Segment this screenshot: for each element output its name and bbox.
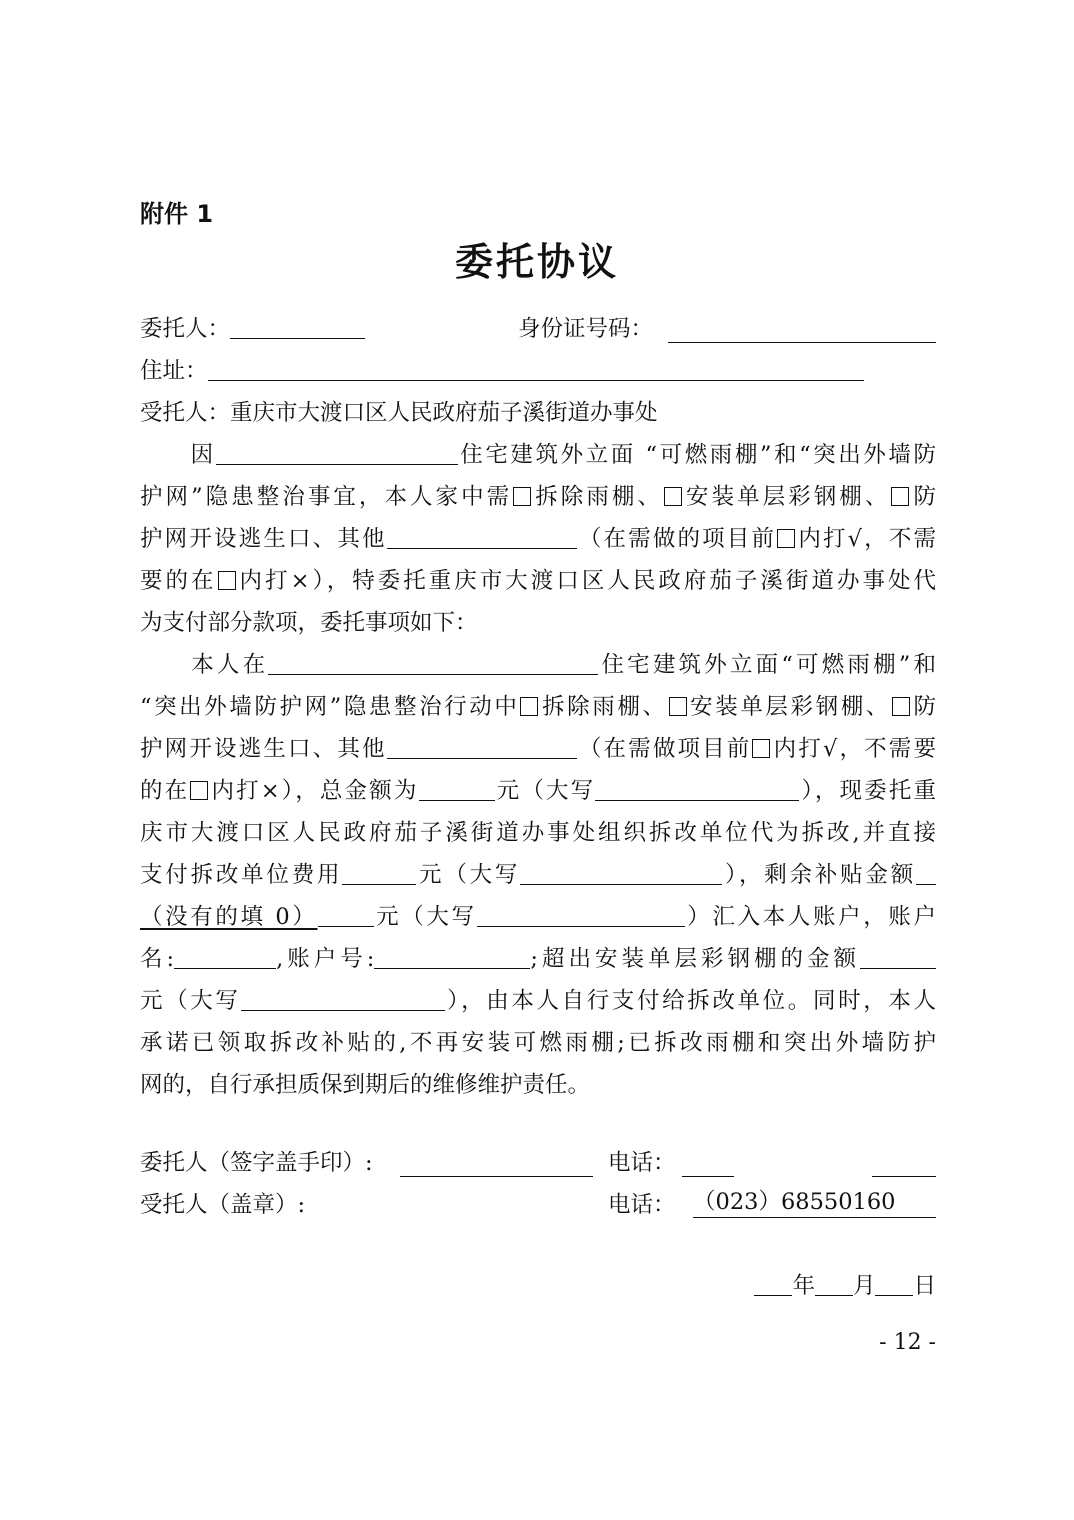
agent-row: 受托人：重庆市大渡口区人民政府茄子溪街道办事处 <box>140 400 658 426</box>
account-number-blank[interactable] <box>374 942 530 969</box>
p1-line-2: 护网”隐患整治事宜，本人家中需 拆除雨棚、 安装单层彩钢棚、 防 <box>140 484 936 510</box>
excess-amount-blank[interactable] <box>860 942 936 969</box>
account-name-blank[interactable] <box>174 942 276 969</box>
principal-signature-blank[interactable] <box>400 1150 593 1177</box>
id-blank[interactable] <box>668 316 936 343</box>
fill-zero-note: （没有的填 0） <box>140 904 318 930</box>
document-title: 委托协议 <box>454 239 619 284</box>
p2-line-6: 支付拆改单位费用 元（大写 ），剩余补贴金额 <box>140 857 936 893</box>
p2-line-7: （没有的填 0） 元（大写 ）汇入本人账户，账户 <box>140 899 936 935</box>
principal-label: 委托人： <box>140 316 231 342</box>
total-amount-blank[interactable] <box>419 774 495 801</box>
attachment-label: 附件 1 <box>140 200 214 228</box>
principal-blank[interactable] <box>230 312 365 339</box>
p2-line-11: 网的，自行承担质保到期后的维修维护责任。 <box>140 1072 591 1098</box>
p2-other-blank[interactable] <box>387 732 577 759</box>
agent-signature-label: 受托人（盖章）: <box>140 1192 306 1218</box>
page-number: - 12 - <box>879 1330 936 1355</box>
principal-signature-row <box>140 1145 936 1181</box>
address-row <box>140 353 936 389</box>
excess-amount-words-blank[interactable] <box>241 984 445 1011</box>
p1-location-blank[interactable] <box>216 438 458 465</box>
box-sample <box>777 529 795 548</box>
total-amount-words-blank[interactable] <box>595 774 799 801</box>
contractor-fee-blank[interactable] <box>342 858 416 885</box>
agent-signature-row <box>140 1187 936 1223</box>
address-blank[interactable] <box>208 354 864 381</box>
date-row <box>140 1268 936 1304</box>
p2-line-4: 的在 内打×），总金额为 元（大写 ），现委托重 <box>140 773 936 809</box>
checkbox-remove-canopy[interactable] <box>513 487 531 506</box>
remaining-subsidy-blank[interactable] <box>916 858 936 885</box>
p2-line-2: “突出外墙防护网”隐患整治行动中 拆除雨棚、 安装单层彩钢棚、 防 <box>140 694 936 720</box>
p2-line-5: 庆市大渡口区人民政府茄子溪街道办事处组织拆改单位代为拆改,并直接 <box>140 820 936 846</box>
p2-line-10: 承诺已领取拆改补贴的,不再安装可燃雨棚;已拆改雨棚和突出外墙防护 <box>140 1030 936 1056</box>
box-sample <box>218 571 236 590</box>
day-blank[interactable] <box>875 1269 913 1296</box>
contractor-fee-words-blank[interactable] <box>520 858 722 885</box>
box-sample <box>190 781 208 800</box>
p2-location-blank[interactable] <box>268 648 598 675</box>
p1-line-4: 要的在 内打×），特委托重庆市大渡口区人民政府茄子溪街道办事处代 <box>140 568 936 594</box>
month-blank[interactable] <box>815 1269 853 1296</box>
p2-line-1: 本人在 住宅建筑外立面“可燃雨棚”和 <box>140 647 936 683</box>
remaining-amount-words-blank[interactable] <box>477 900 685 927</box>
checkbox-escape-opening-2[interactable] <box>892 697 910 716</box>
month-label: 月 <box>852 1273 876 1299</box>
p1-other-blank[interactable] <box>387 522 577 549</box>
checkbox-steel-shed[interactable] <box>664 487 682 506</box>
p2-line-3: 护网开设逃生口、其他 （在需做项目前 内打√，不需要 <box>140 731 936 767</box>
p2-line-9: 元（大写 ），由本人自行支付给拆改单位。同时，本人 <box>140 983 936 1019</box>
p1-line-5: 为支付部分款项，委托事项如下： <box>140 610 478 636</box>
year-blank[interactable] <box>754 1269 792 1296</box>
remaining-amount-blank[interactable] <box>318 900 374 927</box>
principal-phone-label: 电话： <box>608 1150 676 1176</box>
id-label: 身份证号码： <box>518 316 654 342</box>
address-label: 住址： <box>140 358 208 384</box>
p1-line-3: 护网开设逃生口、其他 （在需做的项目前 内打√，不需 <box>140 521 936 557</box>
agent-phone-number: （023）68550160 <box>693 1187 936 1218</box>
day-label: 日 <box>913 1273 936 1299</box>
checkbox-escape-opening[interactable] <box>891 487 909 506</box>
agent-phone-label: 电话： <box>608 1192 676 1218</box>
principal-phone-blank-2[interactable] <box>872 1150 936 1177</box>
year-label: 年 <box>792 1273 815 1299</box>
box-sample <box>752 739 770 758</box>
checkbox-remove-canopy-2[interactable] <box>520 697 538 716</box>
principal-signature-label: 委托人（签字盖手印）: <box>140 1150 373 1176</box>
p2-line-8: 名: ,账户号: ;超出安装单层彩钢棚的金额 <box>140 941 936 977</box>
checkbox-steel-shed-2[interactable] <box>669 697 687 716</box>
principal-row <box>140 311 936 347</box>
p1-line-1: 因 住宅建筑外立面 “可燃雨棚”和“突出外墙防 <box>140 437 936 473</box>
principal-phone-blank-1[interactable] <box>682 1150 734 1177</box>
